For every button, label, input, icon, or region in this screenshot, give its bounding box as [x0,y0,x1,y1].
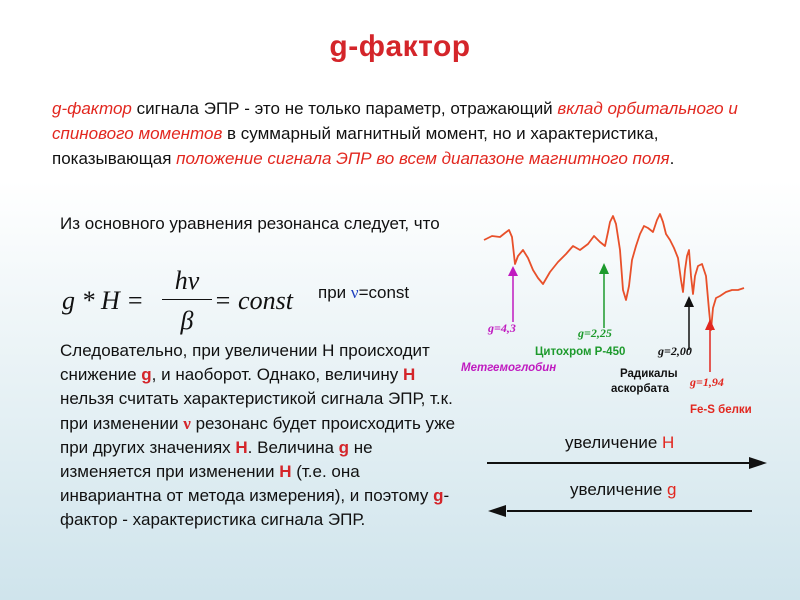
arrowhead-up-icon [684,296,694,307]
formula-numerator: hν [174,266,200,295]
intro-highlight-1: вклад орбитального и спинового моментов [52,99,738,143]
condition-nu: ν [350,283,359,302]
g-increase-label [570,480,677,500]
h-symbol: Н [279,462,292,482]
g-value-ascorbate: g=2,00 [658,344,692,358]
h-increase-text: увеличение [565,433,663,452]
conclusion-text: не изменяется при изменении [60,437,373,482]
g-symbol: g [141,365,152,385]
g-value-cytochrome: g=2,25 [578,326,612,340]
resonance-text: Из основного уравнения резонанса следует, что [60,214,440,233]
arrow-right-icon [749,457,767,469]
conclusion-text: нельзя считать характеристикой сигнала ЭПР, т.к. при изменении [60,389,453,433]
conclusion-text: -фактор - характеристика сигнала ЭПР. [60,486,450,530]
intro-text-2: в суммарный магнитный момент, но и характеристика, показывающая [52,124,659,168]
arrowhead-up-icon [705,319,715,330]
label-cytochrome: Цитохром Р-450 [535,346,626,358]
conclusion-text: Следовательно, при увеличении Н происходит снижение [60,341,430,385]
g-factor-term: g-фактор [52,99,132,118]
g-value-fes: g=1,94 [690,375,724,389]
label-ascorbate: аскорбата [611,383,669,395]
h-increase-label [565,433,674,453]
conclusion-text: . Величина [247,437,339,457]
label-radicals: Радикалы [620,368,678,380]
intro-highlight-2: положение сигнала ЭПР во всем диапазоне магнитного поля [176,149,670,168]
formula-rhs: = const [214,286,293,315]
page-title: g-фактор [329,30,471,63]
h-symbol: Н [402,365,416,385]
conclusion-text: , и наоборот. Однако, величину [151,365,403,385]
arrow-left-icon [488,505,506,517]
arrowhead-up-icon [599,263,609,274]
label-fes-proteins: Fe-S белки [690,404,752,416]
h-symbol: Н [235,437,248,457]
h-symbol: Н [662,433,675,452]
g-symbol: g [667,480,677,499]
formula-denominator: β [180,306,194,335]
conclusion-text: резонанс будет происходить уже при других значениях [60,413,456,457]
g-value-methemoglobin: g=4,3 [488,321,516,335]
arrowhead-up-icon [508,266,518,276]
g-increase-text: увеличение [570,480,668,499]
conclusion-text: (т.е. она инвариантна от метода измерения), и поэтому [60,462,434,506]
intro-text-3: . [669,149,675,168]
formula-lhs: g * H = [62,286,144,315]
condition-suffix: =const [358,283,410,302]
nu-symbol: ν [183,413,191,433]
g-symbol: g [433,486,444,506]
g-symbol: g [338,437,350,457]
label-methemoglobin: Метгемоглобин [461,362,557,374]
intro-text-1: сигнала ЭПР - это не только параметр, отражающий [131,99,558,118]
condition-prefix: при [318,283,351,302]
